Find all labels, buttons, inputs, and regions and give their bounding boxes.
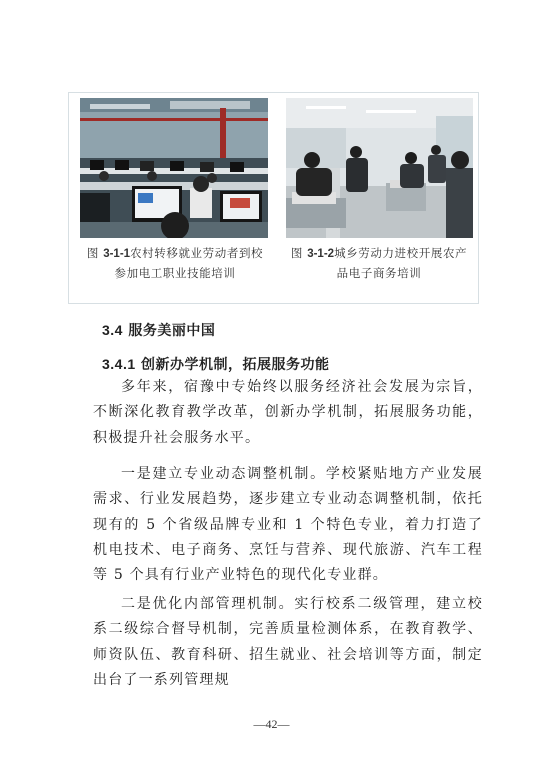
figure-number: 3-1-1 xyxy=(103,248,131,260)
section-number: 3.4 xyxy=(102,322,123,338)
section-title: 服务美丽中国 xyxy=(128,323,216,339)
subsection-number: 3.4.1 xyxy=(102,356,136,372)
computer-lab-training-photo xyxy=(80,98,268,238)
body-paragraph-3: 二是优化内部管理机制。实行校系二级管理，建立校系二级综合督导机制，完善质量检测体系，在教育教学、师资队伍、教育科研、招生就业、社会培训等方面，制定出台了一系列管理规 xyxy=(93,596,483,688)
figure-caption-text: 城乡劳动力进校开展农产品电子商务培训 xyxy=(334,246,468,280)
body-paragraph-1: 多年来，宿豫中专始终以服务经济社会发展为宗旨，不断深化教育教学改革，创新办学机制，拓展服务功能，积极提升社会服务水平。 xyxy=(93,379,483,446)
subsection-heading xyxy=(102,354,330,374)
figure-label: 图 xyxy=(290,246,303,260)
figure-caption-1 xyxy=(85,244,265,283)
figure-caption-2 xyxy=(289,244,469,283)
figure-number: 3-1-2 xyxy=(307,248,335,260)
page-number: —42— xyxy=(253,717,290,731)
ecommerce-workshop-photo xyxy=(286,98,473,238)
body-paragraph-2: 一是建立专业动态调整机制。学校紧贴地方产业发展需求、行业发展趋势，逐步建立专业动态调整机制，依托现有的 5 个省级品牌专业和 1 个特色专业，着力打造了机电技术、电子商务、烹饪与营养、现代旅游、汽车工程等 5 个具有行业产业特色的现代化专业群。 xyxy=(93,466,483,584)
figure-panel xyxy=(68,92,479,304)
figure-label: 图 xyxy=(86,246,99,260)
subsection-title: 创新办学机制，拓展服务功能 xyxy=(141,357,330,373)
section-heading xyxy=(102,320,215,340)
figure-caption-text: 农村转移就业劳动者到校参加电工职业技能培训 xyxy=(114,246,264,280)
